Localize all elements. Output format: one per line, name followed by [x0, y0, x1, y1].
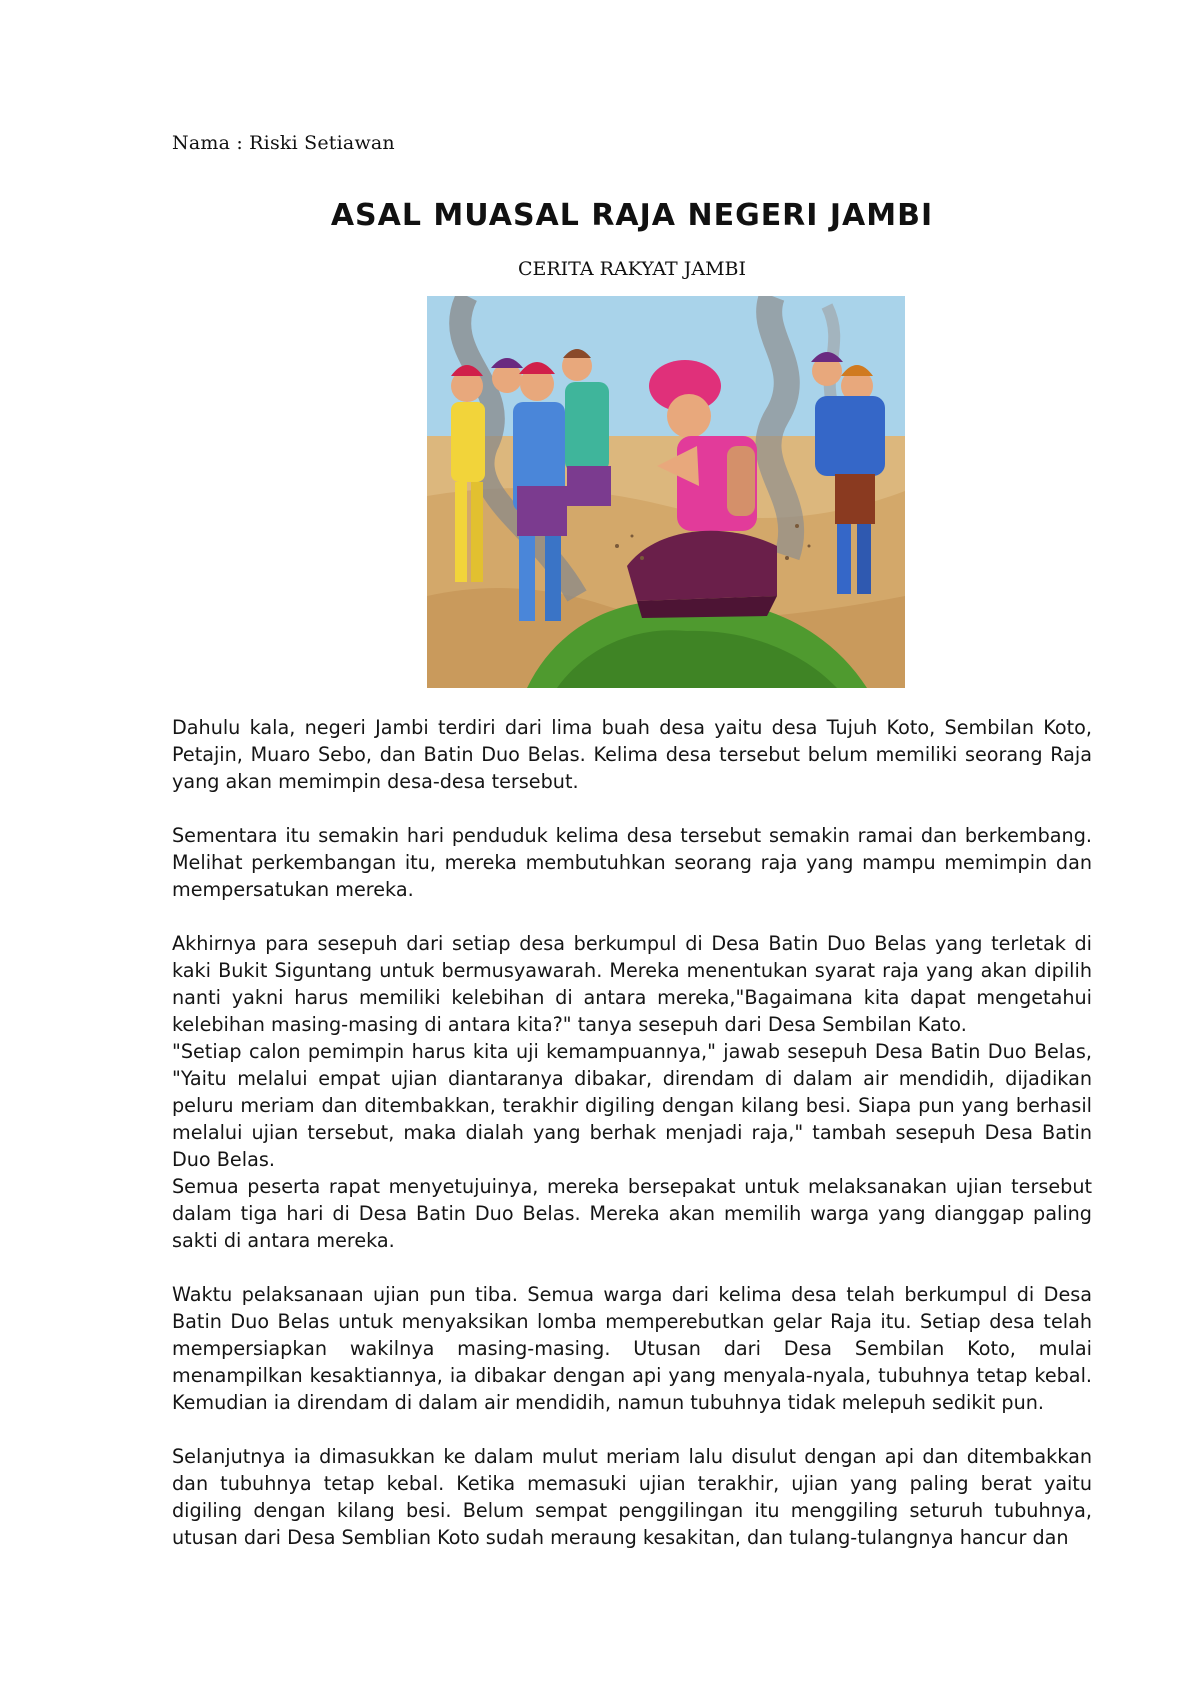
paragraph-5: Semua peserta rapat menyetujuinya, mereka bersepakat untuk melaksanakan ujian tersebut dalam tiga hari di Desa Batin Duo Belas. Mereka akan memilih warga yang dianggap paling sakti di antara mereka. — [172, 1175, 1092, 1252]
paragraph-6: Waktu pelaksanaan ujian pun tiba. Semua warga dari kelima desa telah berkumpul di Desa Batin Duo Belas untuk menyaksikan lomba memperebutkan gelar Raja itu. Setiap desa telah mempersiapkan wakilnya masing-masing. Utusan dari Desa Sembilan Koto, mulai menampilkan kesaktiannya, ia dibakar dengan api yang menyala-nyala, tubuhnya tetap kebal. Kemudian ia direndam di dalam air mendidih, namun tubuhnya tidak melepuh sedikit pun. — [172, 1283, 1092, 1414]
paragraph-2: Sementara itu semakin hari penduduk kelima desa tersebut semakin ramai dan berkembang. Melihat perkembangan itu, mereka membutuhkan seorang raja yang mampu memimpin dan mempersatukan mereka. — [172, 824, 1092, 901]
story-subtitle: CERITA RAKYAT JAMBI — [517, 258, 747, 280]
paragraph-4: "Setiap calon pemimpin harus kita uji kemampuannya," jawab sesepuh Desa Batin Duo Belas, "Yaitu melalui empat ujian diantaranya dibakar, direndam di dalam air mendidih, dijadikan peluru meriam dan ditembakkan, terakhir digiling dengan kilang besi. Siapa pun yang berhasil melalui ujian tersebut, maka dialah yang berhak menjadi raja," tambah sesepuh Desa Batin Duo Belas. — [172, 1040, 1092, 1171]
document-page — [172, 0, 1092, 1698]
paragraph-3: Akhirnya para sesepuh dari setiap desa berkumpul di Desa Batin Duo Belas yang terletak di kaki Bukit Siguntang untuk bermusyawarah. Mereka menentukan syarat raja yang akan dipilih nanti yakni harus memiliki kelebihan di antara mereka,"Bagaimana kita dapat mengetahui kelebihan masing-masing di antara kita?" tanya sesepuh dari Desa Sembilan Kato. — [172, 932, 1092, 1036]
paragraph-7: Selanjutnya ia dimasukkan ke dalam mulut meriam lalu disulut dengan api dan ditembakkan dan tubuhnya tetap kebal. Ketika memasuki ujian terakhir, ujian yang paling berat yaitu digiling dengan kilang besi. Belum sempat penggilingan itu menggiling seturuh tubuhnya, utusan dari Desa Semblian Koto sudah meraung kesakitan, dan tulang-tulangnya hancur dan — [172, 1445, 1092, 1549]
folk-tale-illustration — [427, 296, 905, 688]
story-title: ASAL MUASAL RAJA NEGERI JAMBI — [330, 198, 934, 233]
story-body — [172, 714, 1092, 1551]
author-line: Nama : Riski Setiawan — [172, 132, 395, 154]
paragraph-1: Dahulu kala, negeri Jambi terdiri dari lima buah desa yaitu desa Tujuh Koto, Sembilan Koto, Petajin, Muaro Sebo, dan Batin Duo Belas. Kelima desa tersebut belum memiliki seorang Raja yang akan memimpin desa-desa tersebut. — [172, 716, 1092, 793]
